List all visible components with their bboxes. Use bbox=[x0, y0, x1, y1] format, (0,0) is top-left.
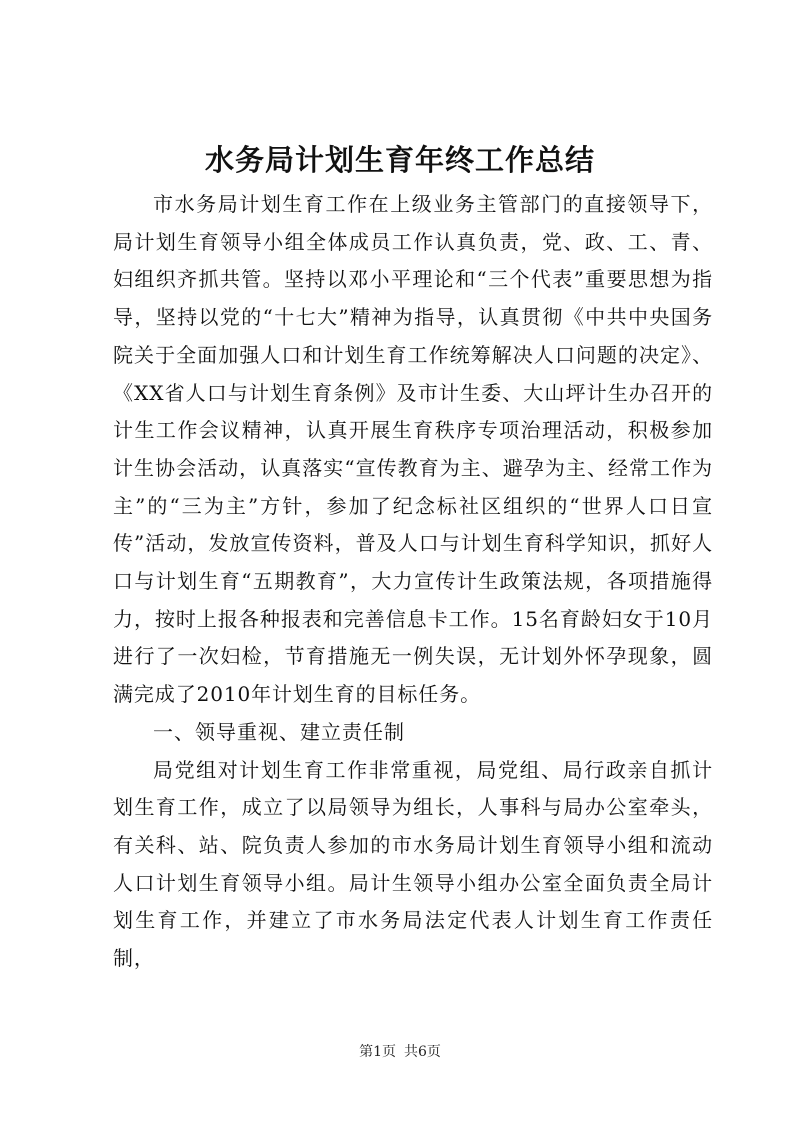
section-heading: 一、领导重视、建立责任制 bbox=[153, 719, 405, 744]
page-number: 第1页 bbox=[359, 1044, 396, 1060]
section-paragraph: 局党组对计划生育工作非常重视，局党组、局行政亲自抓计划生育工作，成立了以局领导为组长，人事科与局办公室牵头，有关科、站、院负责人参加的市水务局计划生育领导小组和流动人口计划生育领导小组。局计生领导小组办公室全面负责全局计划生育工作，并建立了市水务局法定代表人计划生育工作责任制， bbox=[113, 757, 713, 971]
document-title: 水务局计划生育年终工作总结 bbox=[204, 143, 595, 177]
page-footer bbox=[0, 1042, 800, 1062]
intro-paragraph: 市水务局计划生育工作在上级业务主管部门的直接领导下，局计划生育领导小组全体成员工作认真负责，党、政、工、青、妇组织齐抓共管。坚持以邓小平理论和“三个代表”重要思想为指导，坚持以党的“十七大”精神为指导，认真贯彻《中共中央国务院关于全面加强人口和计划生育工作统筹解决人口问题的决定》、《XX省人口与计划生育条例》及市计生委、大山坪计生办召开的计生工作会议精神，认真开展生育秩序专项治理活动，积极参加计生协会活动，认真落实“宣传教育为主、避孕为主、经常工作为主”的“三为主”方针，参加了纪念标社区组织的“世界人口日宣传”活动，发放宣传资料，普及人口与计划生育科学知识，抓好人口与计划生育“五期教育”，大力宣传计生政策法规，各项措施得力，按时上报各种报表和完善信息卡工作。15名育龄妇女于10月进行了一次妇检，节育措施无一例失误，无计划外怀孕现象，圆满完成了2010年计划生育的目标任务。 bbox=[113, 192, 713, 707]
document-body bbox=[113, 186, 713, 978]
page-total: 共6页 bbox=[404, 1044, 441, 1060]
